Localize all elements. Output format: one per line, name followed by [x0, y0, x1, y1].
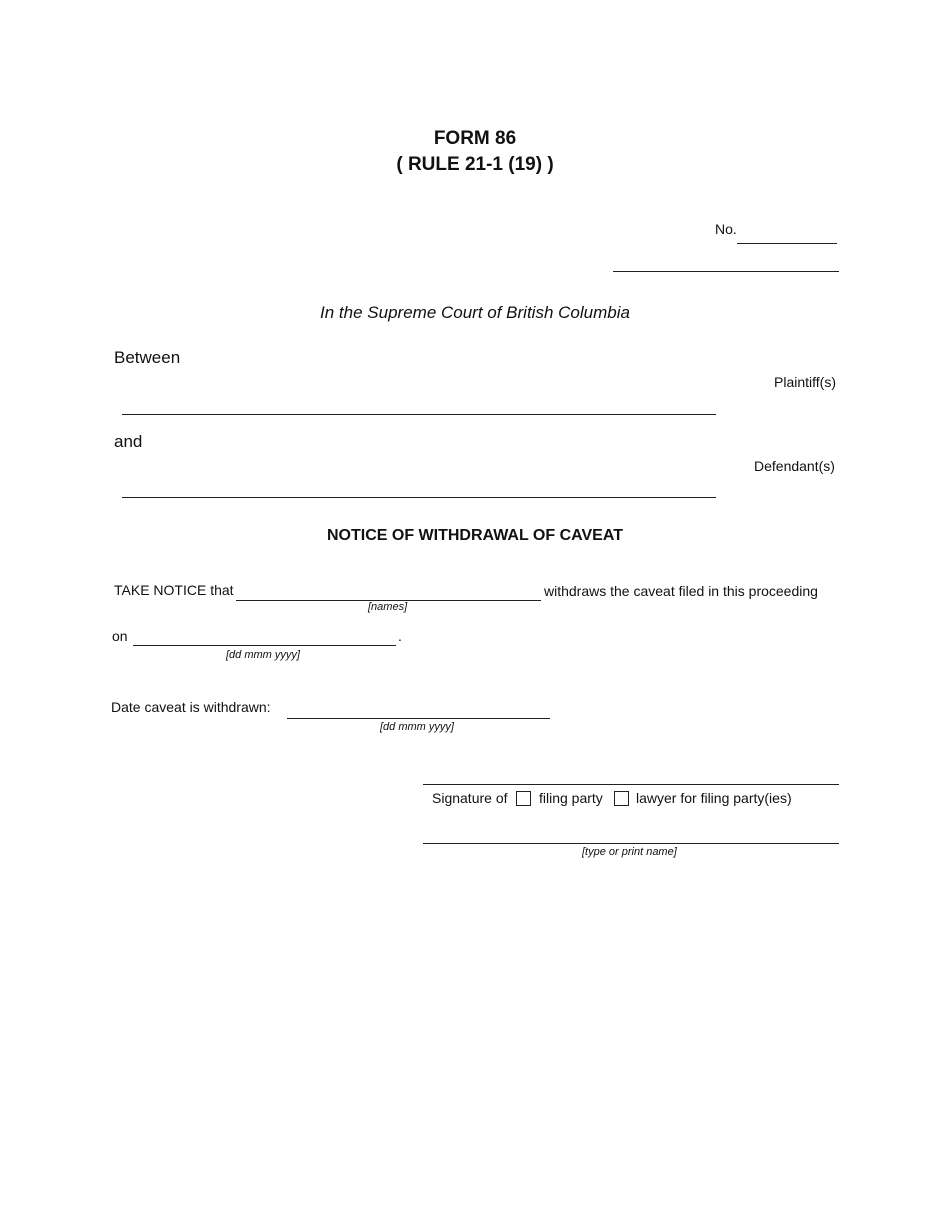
- lawyer-label: lawyer for filing party(ies): [636, 790, 792, 806]
- defendant-role: Defendant(s): [754, 458, 835, 474]
- date-withdrawn-caption: [dd mmm yyyy]: [380, 721, 454, 733]
- defendant-line: [122, 497, 716, 498]
- plaintiff-role: Plaintiff(s): [774, 374, 836, 390]
- defendant-name-field[interactable]: [124, 478, 714, 496]
- take-notice-label: TAKE NOTICE that: [114, 582, 234, 598]
- between-label: Between: [114, 348, 181, 367]
- names-caption: [names]: [368, 601, 408, 613]
- plaintiff-line: [122, 414, 716, 415]
- registry-line: [613, 271, 839, 272]
- print-name-field[interactable]: [425, 823, 837, 841]
- signature-line: [423, 784, 839, 785]
- court-name: In the Supreme Court of British Columbia: [320, 303, 630, 322]
- filing-party-checkbox[interactable]: [516, 791, 531, 806]
- filing-party-label: filing party: [539, 790, 603, 806]
- file-number-line: [737, 243, 837, 244]
- plaintiff-name-field[interactable]: [124, 394, 714, 412]
- date-withdrawn-field[interactable]: [290, 698, 548, 716]
- names-field[interactable]: [238, 580, 538, 598]
- period: .: [398, 628, 402, 644]
- on-date-field[interactable]: [135, 625, 393, 643]
- registry-field[interactable]: [615, 252, 837, 270]
- and-label: and: [114, 432, 143, 451]
- lawyer-checkbox[interactable]: [614, 791, 629, 806]
- withdraws-text: withdraws the caveat filed in this proceeding: [544, 583, 818, 599]
- print-name-caption: [type or print name]: [582, 846, 677, 858]
- form-number: FORM 86: [433, 128, 517, 149]
- signature-of-label: Signature of: [432, 790, 508, 806]
- file-number-field[interactable]: [740, 224, 836, 242]
- file-number-label: No.: [715, 221, 737, 237]
- date-withdrawn-label: Date caveat is withdrawn:: [111, 699, 271, 715]
- on-date-caption: [dd mmm yyyy]: [226, 649, 300, 661]
- notice-heading: NOTICE OF WITHDRAWAL OF CAVEAT: [327, 527, 623, 544]
- rule-reference: ( RULE 21-1 (19) ): [396, 154, 554, 175]
- on-label: on: [112, 628, 128, 644]
- print-name-line: [423, 843, 839, 844]
- date-withdrawn-line: [287, 718, 550, 719]
- on-date-line: [133, 645, 396, 646]
